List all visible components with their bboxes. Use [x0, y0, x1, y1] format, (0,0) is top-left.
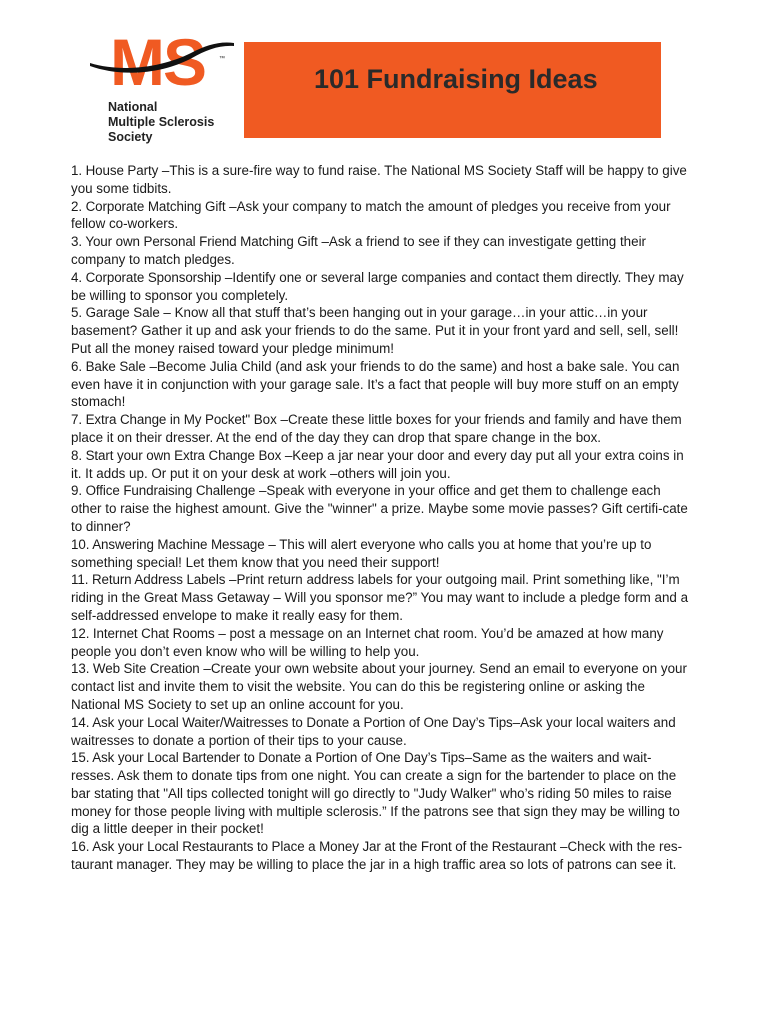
- ms-logo-mark: [88, 30, 238, 92]
- idea-label: 2. Corporate Matching Gift: [71, 198, 226, 214]
- idea-text: Keep a jar near your door and every day put all your extra coins in it. It adds up. Or put it on your desk at work –others will join you.: [71, 447, 684, 481]
- idea-label: 14. Ask your Local Waiter/Waitresses to Donate a Portion of One Day’s Tips: [71, 714, 513, 730]
- idea-text: –Become Julia Child (and ask your friends to do the same) and host a bake sale. You can even have it in conjunction with your garage sale. It’s a fact that people will buy more stuff on an empty stomach!: [71, 358, 680, 410]
- org-name-line: National: [108, 100, 158, 114]
- idea-label: 4. Corporate Sponsorship: [71, 269, 222, 285]
- idea-label: 11. Return Address Labels: [71, 572, 226, 588]
- idea-item: [71, 447, 691, 483]
- org-name: [108, 100, 214, 145]
- idea-text: –Same as the waiters and wait-resses. Ask them to donate tips from one night. You can create a sign for the bartender to place on the bar stating that "All tips collected tonight will go directly to "Judy Walker" who’s riding 50 miles to raise money for those people living with multiple sclerosis.” If the patrons see that sign they may be willing to dig a little deeper in their pocket!: [71, 750, 680, 837]
- idea-item: [71, 571, 691, 624]
- idea-text: – post a message on an Internet chat room. You’d be amazed at how many people you don’t even know who will be willing to help you.: [71, 625, 664, 659]
- page-title: 101 Fundraising Ideas: [314, 64, 598, 94]
- idea-label: 13. Web Site Creation: [71, 661, 200, 677]
- idea-label: 7. Extra Change in My Pocket": [71, 412, 250, 428]
- idea-text: –Check with the res-taurant manager. They may be willing to place the jar in a high traffic area so lots of patrons can see it.: [71, 839, 683, 873]
- idea-item: [71, 358, 691, 411]
- idea-item: [71, 162, 691, 198]
- idea-label: 1. House Party: [71, 163, 159, 178]
- idea-text: –Identify one or several large companies and contact them directly. They may be willing to sponsor you completely.: [71, 269, 684, 303]
- idea-label: 16. Ask your Local Restaurants to Place a Money Jar at the Front of the Restaurant: [71, 839, 557, 855]
- idea-item: [71, 625, 691, 661]
- idea-text: – Know all that stuff that’s been hanging out in your garage…in your attic…in your basement? Gather it up and ask your friends to do the same. Put it in your front yard and sell, sell, sell! Put all the money raised toward your pledge minimum!: [71, 305, 679, 356]
- org-name-line: Multiple Sclerosis: [108, 115, 215, 129]
- idea-text: –Ask a friend to see if they can investigate getting their company to match pledges.: [71, 234, 647, 267]
- logo-trademark: ™: [219, 56, 225, 62]
- idea-text: –Ask your local waiters and waitresses to donate a portion of their tips to your cause.: [71, 714, 676, 748]
- idea-label: 9. Office Fundraising Challenge: [71, 483, 256, 499]
- idea-item: [71, 714, 691, 750]
- idea-label: 10. Answering Machine Message: [71, 536, 265, 552]
- idea-item: [71, 482, 691, 535]
- idea-item: [71, 411, 691, 447]
- idea-text: –Speak with everyone in your office and get them to challenge each other to raise the highest amount. Give the "winner" a prize. Maybe some movie passes? Gift certifi-cate to dinner?: [71, 483, 688, 534]
- ms-society-logo: [88, 30, 238, 150]
- logo-letters: MS: [110, 30, 205, 92]
- idea-text: –This is a sure-fire way to fund raise. The National MS Society Staff will be happy to give you some tidbits.: [71, 163, 687, 196]
- idea-text: –Print return address labels for your outgoing mail. Print something like, "I’m riding in the Great Mass Getaway – Will you sponsor me?” You may want to include a pledge form and a self-addressed envelope to make it really easy for them.: [71, 572, 689, 623]
- idea-text: Box –Create these little boxes for your friends and family and have them place it on their dresser. At the end of the day they can drop that spare change in the box.: [71, 412, 682, 445]
- idea-item: [71, 838, 691, 874]
- idea-text: – This will alert everyone who calls you at home that you’re up to something special! Let them know that you need their support!: [71, 536, 652, 570]
- idea-label: 12. Internet Chat Rooms: [71, 625, 215, 641]
- idea-item: [71, 233, 691, 269]
- idea-label: 3. Your own Personal Friend Matching Gift: [71, 234, 318, 250]
- idea-item: [71, 198, 691, 234]
- org-name-line: Society: [108, 130, 153, 144]
- ideas-list: [71, 162, 691, 874]
- idea-label: 15. Ask your Local Bartender to Donate a Portion of One Day’s Tips: [71, 750, 465, 766]
- idea-item: [71, 269, 691, 305]
- title-banner: [244, 42, 661, 138]
- idea-label: 8. Start your own Extra Change Box –: [71, 447, 293, 463]
- idea-item: [71, 536, 691, 572]
- idea-label: 5. Garage Sale: [71, 305, 160, 321]
- idea-item: [71, 304, 691, 357]
- idea-text: –Create your own website about your journey. Send an email to everyone on your contact list and invite them to visit the website. You can do this be registering online or asking the National MS Society to set up an online account for you.: [71, 661, 687, 712]
- idea-label: 6. Bake Sale: [71, 358, 146, 374]
- idea-item: [71, 660, 691, 713]
- idea-item: [71, 749, 691, 838]
- idea-text: –Ask your company to match the amount of pledges you receive from your fellow co-workers.: [71, 198, 671, 232]
